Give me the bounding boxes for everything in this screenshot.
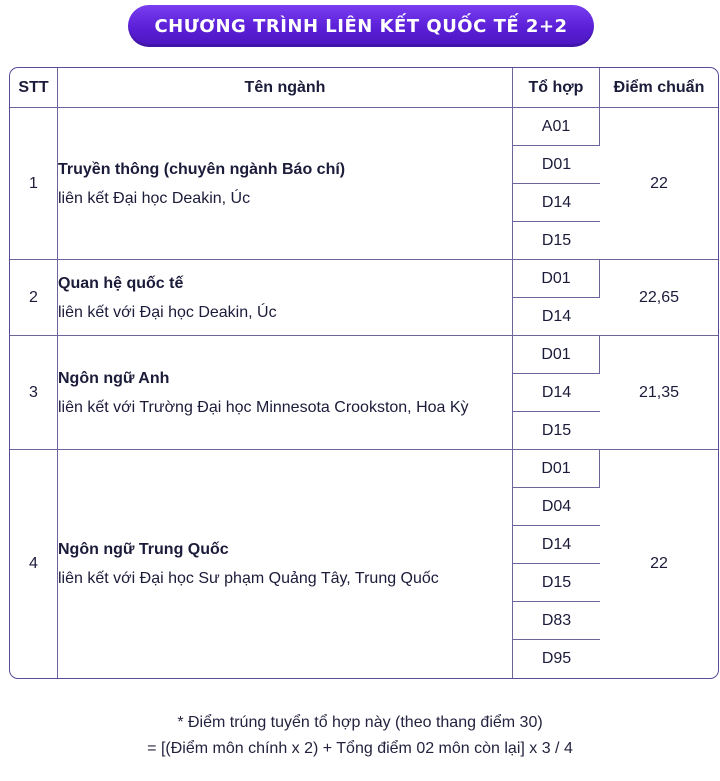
combo-cell: D04 [513, 488, 600, 526]
header-score: Điểm chuẩn [600, 68, 718, 108]
major-partner: liên kết với Trường Đại học Minnesota Crookston, Hoa Kỳ [58, 398, 469, 416]
stt-cell: 3 [10, 336, 58, 450]
combo-cell: D01 [513, 336, 600, 374]
score-cell: 21,35 [600, 336, 718, 450]
major-cell [58, 108, 513, 260]
header-combo: Tổ hợp [513, 68, 600, 108]
footnote-line-1: * Điểm trúng tuyển tổ hợp này (theo thang điểm 30) [177, 714, 543, 731]
combo-cell: A01 [513, 108, 600, 146]
major-cell [58, 260, 513, 336]
table-row [10, 336, 718, 374]
major-partner: liên kết với Đại học Deakin, Úc [58, 303, 277, 321]
combo-cell: D01 [513, 260, 600, 298]
combo-cell: D14 [513, 184, 600, 222]
major-partner: liên kết Đại học Deakin, Úc [58, 189, 251, 207]
table-row [10, 108, 718, 146]
header-major: Tên ngành [58, 68, 513, 108]
combo-cell: D01 [513, 450, 600, 488]
major-partner: liên kết với Đại học Sư phạm Quảng Tây, Trung Quốc [58, 570, 439, 587]
footnote [0, 710, 720, 762]
major-name: Truyền thông (chuyên ngành Báo chí) [58, 160, 346, 178]
table-header-row [10, 68, 718, 108]
footnote-formula: = [(Điểm môn chính x 2) + Tổng điểm 02 môn còn lại] x 3 / 4 [147, 740, 573, 757]
score-cell: 22 [650, 555, 668, 572]
major-cell [58, 336, 513, 450]
major-cell [58, 450, 513, 678]
major-name: Ngôn ngữ Trung Quốc [58, 541, 229, 558]
page-title: CHƯƠNG TRÌNH LIÊN KẾT QUỐC TẾ 2+2 [154, 15, 568, 37]
major-name: Ngôn ngữ Anh [58, 369, 170, 387]
combo-cell: D15 [513, 412, 600, 450]
combo-cell: D14 [513, 526, 600, 564]
table-row [10, 450, 718, 488]
combo-cell: D14 [513, 298, 600, 336]
header-stt: STT [10, 68, 58, 108]
combo-cell: D83 [513, 602, 600, 640]
combo-cell: D01 [513, 146, 600, 184]
stt-cell: 1 [10, 108, 58, 260]
combo-cell: D15 [513, 222, 600, 260]
admission-score-table [9, 67, 719, 679]
table-row [10, 260, 718, 298]
combo-cell: D15 [513, 564, 600, 602]
major-name: Quan hệ quốc tế [58, 274, 184, 292]
stt-cell: 2 [10, 260, 58, 336]
title-banner [128, 5, 594, 47]
score-cell: 22 [600, 108, 718, 260]
combo-cell: D95 [541, 650, 572, 667]
score-cell: 22,65 [600, 260, 718, 336]
combo-cell: D14 [513, 374, 600, 412]
stt-cell: 4 [10, 450, 58, 678]
